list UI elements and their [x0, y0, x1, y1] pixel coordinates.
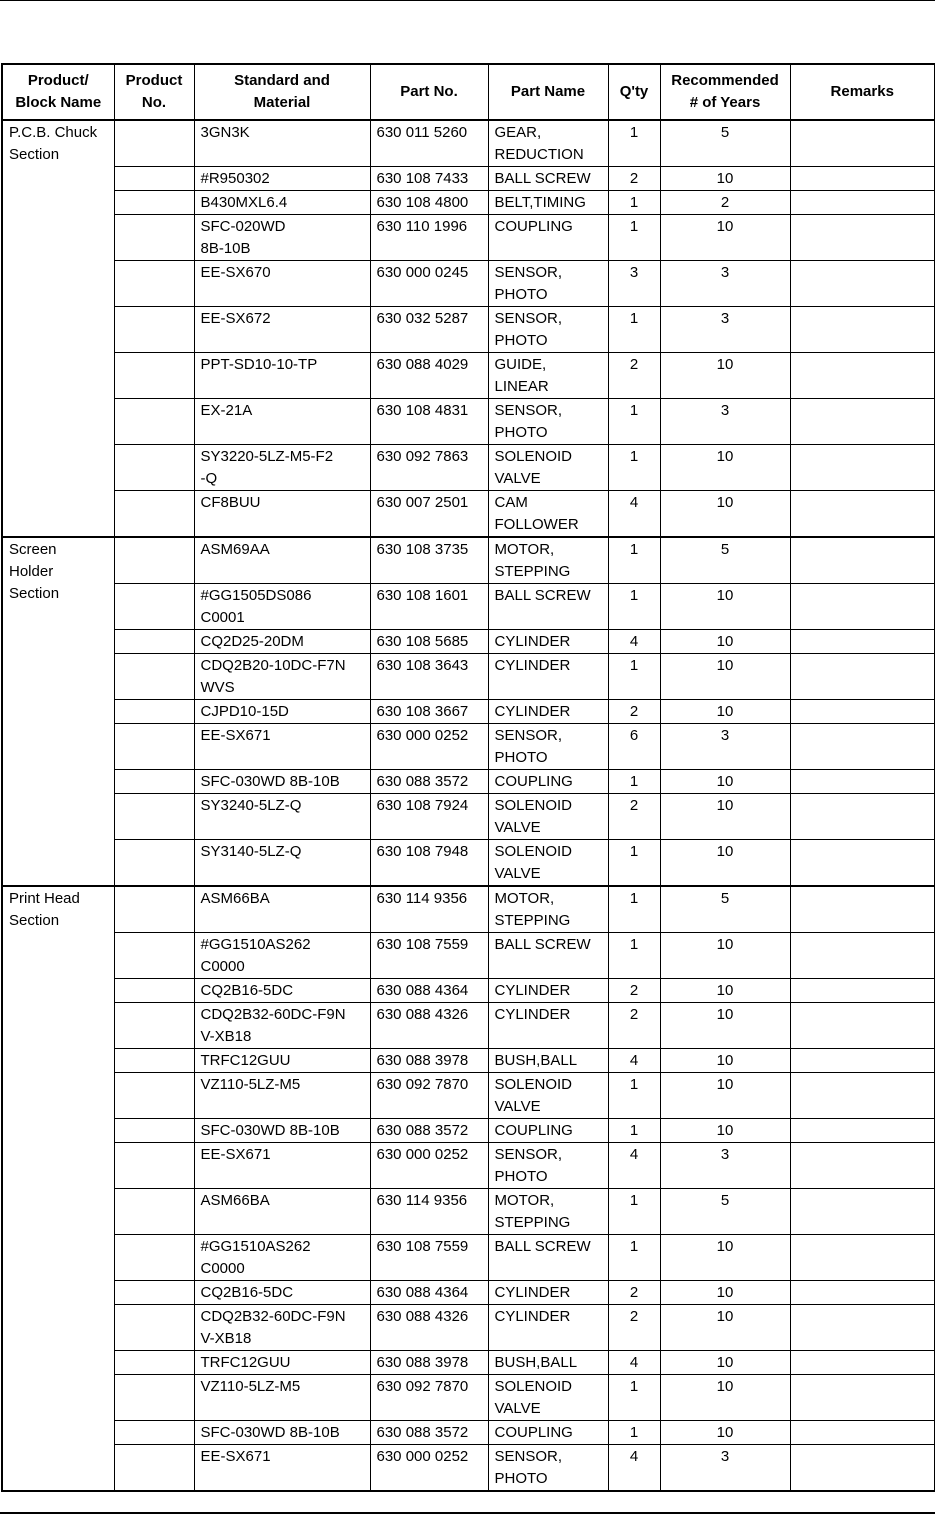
- part-no: 630 108 3667: [370, 700, 488, 724]
- part-no: 630 088 3572: [370, 770, 488, 794]
- table-row: [2, 353, 935, 399]
- material: SFC-030WD 8B-10B: [194, 1421, 370, 1445]
- qty: 2: [608, 1003, 660, 1049]
- product-no: [114, 1119, 194, 1143]
- product-no: [114, 537, 194, 584]
- product-no: [114, 1305, 194, 1351]
- part-no: 630 092 7870: [370, 1375, 488, 1421]
- table-row: [2, 167, 935, 191]
- qty: 4: [608, 1049, 660, 1073]
- table-body: [2, 120, 935, 1491]
- part-no: 630 088 4326: [370, 1305, 488, 1351]
- block-name: P.C.B. Chuck Section: [2, 120, 114, 537]
- qty: 2: [608, 794, 660, 840]
- material: SFC-030WD 8B-10B: [194, 1119, 370, 1143]
- remarks: [790, 1235, 935, 1281]
- material: EX-21A: [194, 399, 370, 445]
- part-name: SOLENOID VALVE: [488, 794, 608, 840]
- part-name: MOTOR, STEPPING: [488, 537, 608, 584]
- table-row: [2, 399, 935, 445]
- material: CQ2B16-5DC: [194, 1281, 370, 1305]
- table-row: [2, 724, 935, 770]
- material: #GG1510AS262 C0000: [194, 933, 370, 979]
- qty: 4: [608, 1351, 660, 1375]
- part-name: MOTOR, STEPPING: [488, 1189, 608, 1235]
- remarks: [790, 1281, 935, 1305]
- table-row: [2, 933, 935, 979]
- table-row: [2, 1189, 935, 1235]
- table-row: [2, 1445, 935, 1492]
- table-row: [2, 261, 935, 307]
- remarks: [790, 1073, 935, 1119]
- part-no: 630 032 5287: [370, 307, 488, 353]
- recommended-years: 10: [660, 215, 790, 261]
- header-remarks: Remarks: [790, 64, 935, 120]
- part-name: CYLINDER: [488, 630, 608, 654]
- recommended-years: 10: [660, 979, 790, 1003]
- recommended-years: 3: [660, 724, 790, 770]
- table-row: [2, 1143, 935, 1189]
- product-no: [114, 654, 194, 700]
- recommended-years: 5: [660, 1189, 790, 1235]
- material: #GG1510AS262 C0000: [194, 1235, 370, 1281]
- remarks: [790, 191, 935, 215]
- remarks: [790, 933, 935, 979]
- remarks: [790, 491, 935, 538]
- table-row: [2, 770, 935, 794]
- recommended-years: 5: [660, 537, 790, 584]
- recommended-years: 10: [660, 840, 790, 887]
- product-no: [114, 1143, 194, 1189]
- part-no: 630 088 3572: [370, 1119, 488, 1143]
- part-name: CYLINDER: [488, 1305, 608, 1351]
- product-no: [114, 353, 194, 399]
- qty: 1: [608, 933, 660, 979]
- recommended-years: 10: [660, 1073, 790, 1119]
- remarks: [790, 1375, 935, 1421]
- qty: 4: [608, 1143, 660, 1189]
- table-row: [2, 979, 935, 1003]
- product-no: [114, 1445, 194, 1492]
- part-name: COUPLING: [488, 770, 608, 794]
- remarks: [790, 261, 935, 307]
- qty: 2: [608, 700, 660, 724]
- part-name: BUSH,BALL: [488, 1351, 608, 1375]
- material: ASM69AA: [194, 537, 370, 584]
- remarks: [790, 353, 935, 399]
- part-name: BALL SCREW: [488, 584, 608, 630]
- recommended-years: 3: [660, 261, 790, 307]
- material: SY3140-5LZ-Q: [194, 840, 370, 887]
- part-no: 630 088 4029: [370, 353, 488, 399]
- remarks: [790, 584, 935, 630]
- table-row: [2, 1375, 935, 1421]
- qty: 1: [608, 1421, 660, 1445]
- table-row: [2, 630, 935, 654]
- recommended-years: 2: [660, 191, 790, 215]
- table-row: [2, 1235, 935, 1281]
- remarks: [790, 1305, 935, 1351]
- remarks: [790, 307, 935, 353]
- part-no: 630 011 5260: [370, 120, 488, 167]
- recommended-years: 10: [660, 1003, 790, 1049]
- part-name: COUPLING: [488, 215, 608, 261]
- material: EE-SX670: [194, 261, 370, 307]
- qty: 6: [608, 724, 660, 770]
- header-row: [2, 64, 935, 120]
- part-name: GEAR, REDUCTION: [488, 120, 608, 167]
- recommended-years: 10: [660, 584, 790, 630]
- part-no: 630 108 4800: [370, 191, 488, 215]
- parts-table: [1, 63, 935, 1492]
- recommended-years: 10: [660, 1235, 790, 1281]
- product-no: [114, 399, 194, 445]
- product-no: [114, 933, 194, 979]
- header-block-name: Product/ Block Name: [2, 64, 114, 120]
- product-no: [114, 700, 194, 724]
- part-name: CYLINDER: [488, 979, 608, 1003]
- material: EE-SX671: [194, 1143, 370, 1189]
- part-no: 630 092 7863: [370, 445, 488, 491]
- qty: 1: [608, 1073, 660, 1119]
- part-name: SENSOR, PHOTO: [488, 307, 608, 353]
- material: #R950302: [194, 167, 370, 191]
- table-row: [2, 1049, 935, 1073]
- recommended-years: 10: [660, 1375, 790, 1421]
- part-name: CYLINDER: [488, 1003, 608, 1049]
- product-no: [114, 1049, 194, 1073]
- qty: 1: [608, 1235, 660, 1281]
- part-no: 630 108 3643: [370, 654, 488, 700]
- recommended-years: 10: [660, 794, 790, 840]
- table-row: [2, 1421, 935, 1445]
- table-row: [2, 491, 935, 538]
- qty: 1: [608, 770, 660, 794]
- part-no: 630 108 7433: [370, 167, 488, 191]
- remarks: [790, 630, 935, 654]
- header-qty: Q'ty: [608, 64, 660, 120]
- header-years: Recommended # of Years: [660, 64, 790, 120]
- material: CDQ2B32-60DC-F9N V-XB18: [194, 1003, 370, 1049]
- part-name: SENSOR, PHOTO: [488, 261, 608, 307]
- product-no: [114, 840, 194, 887]
- table-row: [2, 1003, 935, 1049]
- part-name: BALL SCREW: [488, 167, 608, 191]
- recommended-years: 10: [660, 933, 790, 979]
- qty: 1: [608, 120, 660, 167]
- material: SY3240-5LZ-Q: [194, 794, 370, 840]
- material: CDQ2B32-60DC-F9N V-XB18: [194, 1305, 370, 1351]
- part-name: GUIDE, LINEAR: [488, 353, 608, 399]
- remarks: [790, 770, 935, 794]
- qty: 1: [608, 191, 660, 215]
- part-name: SOLENOID VALVE: [488, 445, 608, 491]
- recommended-years: 10: [660, 1305, 790, 1351]
- part-name: BELT,TIMING: [488, 191, 608, 215]
- part-no: 630 088 4364: [370, 1281, 488, 1305]
- recommended-years: 10: [660, 491, 790, 538]
- part-name: BUSH,BALL: [488, 1049, 608, 1073]
- table-row: [2, 1119, 935, 1143]
- recommended-years: 3: [660, 399, 790, 445]
- product-no: [114, 770, 194, 794]
- remarks: [790, 1119, 935, 1143]
- recommended-years: 5: [660, 120, 790, 167]
- material: CQ2B16-5DC: [194, 979, 370, 1003]
- block-name: Print Head Section: [2, 886, 114, 1491]
- product-no: [114, 1073, 194, 1119]
- recommended-years: 10: [660, 1119, 790, 1143]
- recommended-years: 10: [660, 1421, 790, 1445]
- part-no: 630 092 7870: [370, 1073, 488, 1119]
- recommended-years: 5: [660, 886, 790, 933]
- product-no: [114, 584, 194, 630]
- part-no: 630 088 4326: [370, 1003, 488, 1049]
- remarks: [790, 886, 935, 933]
- qty: 1: [608, 307, 660, 353]
- remarks: [790, 1143, 935, 1189]
- part-no: 630 108 7924: [370, 794, 488, 840]
- part-name: SOLENOID VALVE: [488, 840, 608, 887]
- table-row: [2, 1073, 935, 1119]
- table-row: [2, 307, 935, 353]
- part-name: BALL SCREW: [488, 1235, 608, 1281]
- remarks: [790, 840, 935, 887]
- material: EE-SX672: [194, 307, 370, 353]
- product-no: [114, 191, 194, 215]
- material: SY3220-5LZ-M5-F2 -Q: [194, 445, 370, 491]
- material: CJPD10-15D: [194, 700, 370, 724]
- recommended-years: 10: [660, 1351, 790, 1375]
- part-name: SENSOR, PHOTO: [488, 399, 608, 445]
- qty: 4: [608, 630, 660, 654]
- remarks: [790, 794, 935, 840]
- part-name: BALL SCREW: [488, 933, 608, 979]
- part-no: 630 108 3735: [370, 537, 488, 584]
- product-no: [114, 1003, 194, 1049]
- material: 3GN3K: [194, 120, 370, 167]
- qty: 2: [608, 979, 660, 1003]
- part-name: CYLINDER: [488, 654, 608, 700]
- part-no: 630 088 3978: [370, 1049, 488, 1073]
- product-no: [114, 120, 194, 167]
- product-no: [114, 1421, 194, 1445]
- header-product-no: Product No.: [114, 64, 194, 120]
- product-no: [114, 491, 194, 538]
- recommended-years: 10: [660, 654, 790, 700]
- table-row: [2, 886, 935, 933]
- part-no: 630 108 5685: [370, 630, 488, 654]
- recommended-years: 10: [660, 770, 790, 794]
- material: TRFC12GUU: [194, 1351, 370, 1375]
- part-no: 630 000 0252: [370, 1143, 488, 1189]
- part-no: 630 088 3978: [370, 1351, 488, 1375]
- table-row: [2, 537, 935, 584]
- table-row: [2, 1351, 935, 1375]
- qty: 1: [608, 654, 660, 700]
- part-no: 630 108 1601: [370, 584, 488, 630]
- material: #GG1505DS086 C0001: [194, 584, 370, 630]
- block-name: Screen Holder Section: [2, 537, 114, 886]
- part-name: COUPLING: [488, 1421, 608, 1445]
- table-row: [2, 794, 935, 840]
- remarks: [790, 654, 935, 700]
- part-name: CYLINDER: [488, 1281, 608, 1305]
- material: CDQ2B20-10DC-F7N WVS: [194, 654, 370, 700]
- material: TRFC12GUU: [194, 1049, 370, 1073]
- qty: 1: [608, 840, 660, 887]
- remarks: [790, 1421, 935, 1445]
- product-no: [114, 794, 194, 840]
- table-row: [2, 1305, 935, 1351]
- part-name: CAM FOLLOWER: [488, 491, 608, 538]
- part-no: 630 000 0245: [370, 261, 488, 307]
- product-no: [114, 215, 194, 261]
- remarks: [790, 1189, 935, 1235]
- qty: 1: [608, 1375, 660, 1421]
- table-row: [2, 215, 935, 261]
- remarks: [790, 1003, 935, 1049]
- material: CQ2D25-20DM: [194, 630, 370, 654]
- product-no: [114, 1189, 194, 1235]
- qty: 1: [608, 1119, 660, 1143]
- part-no: 630 114 9356: [370, 886, 488, 933]
- remarks: [790, 979, 935, 1003]
- material: PPT-SD10-10-TP: [194, 353, 370, 399]
- remarks: [790, 215, 935, 261]
- recommended-years: 3: [660, 1445, 790, 1492]
- recommended-years: 10: [660, 700, 790, 724]
- qty: 4: [608, 491, 660, 538]
- part-name: SOLENOID VALVE: [488, 1375, 608, 1421]
- product-no: [114, 1281, 194, 1305]
- product-no: [114, 167, 194, 191]
- table-row: [2, 1281, 935, 1305]
- product-no: [114, 630, 194, 654]
- part-name: SOLENOID VALVE: [488, 1073, 608, 1119]
- recommended-years: 10: [660, 445, 790, 491]
- qty: 1: [608, 445, 660, 491]
- table-row: [2, 445, 935, 491]
- recommended-years: 3: [660, 1143, 790, 1189]
- table-row: [2, 700, 935, 724]
- header-part-name: Part Name: [488, 64, 608, 120]
- material: CF8BUU: [194, 491, 370, 538]
- product-no: [114, 1375, 194, 1421]
- remarks: [790, 724, 935, 770]
- table-row: [2, 840, 935, 887]
- qty: 2: [608, 1281, 660, 1305]
- product-no: [114, 261, 194, 307]
- remarks: [790, 120, 935, 167]
- part-no: 630 000 0252: [370, 1445, 488, 1492]
- material: SFC-030WD 8B-10B: [194, 770, 370, 794]
- material: EE-SX671: [194, 1445, 370, 1492]
- bottom-rule: [0, 1512, 935, 1514]
- remarks: [790, 1351, 935, 1375]
- header-material: Standard and Material: [194, 64, 370, 120]
- qty: 2: [608, 353, 660, 399]
- part-name: MOTOR, STEPPING: [488, 886, 608, 933]
- product-no: [114, 886, 194, 933]
- remarks: [790, 167, 935, 191]
- table-row: [2, 584, 935, 630]
- material: SFC-020WD 8B-10B: [194, 215, 370, 261]
- remarks: [790, 1445, 935, 1492]
- recommended-years: 3: [660, 307, 790, 353]
- remarks: [790, 700, 935, 724]
- qty: 4: [608, 1445, 660, 1492]
- part-no: 630 114 9356: [370, 1189, 488, 1235]
- material: ASM66BA: [194, 886, 370, 933]
- remarks: [790, 1049, 935, 1073]
- part-no: 630 108 7559: [370, 933, 488, 979]
- recommended-years: 10: [660, 353, 790, 399]
- recommended-years: 10: [660, 1281, 790, 1305]
- part-no: 630 007 2501: [370, 491, 488, 538]
- header-part-no: Part No.: [370, 64, 488, 120]
- product-no: [114, 445, 194, 491]
- qty: 1: [608, 886, 660, 933]
- material: ASM66BA: [194, 1189, 370, 1235]
- material: VZ110-5LZ-M5: [194, 1375, 370, 1421]
- product-no: [114, 1235, 194, 1281]
- qty: 1: [608, 215, 660, 261]
- qty: 2: [608, 1305, 660, 1351]
- material: B430MXL6.4: [194, 191, 370, 215]
- qty: 3: [608, 261, 660, 307]
- table-row: [2, 191, 935, 215]
- qty: 2: [608, 167, 660, 191]
- table-row: [2, 654, 935, 700]
- part-name: SENSOR, PHOTO: [488, 1445, 608, 1492]
- part-no: 630 108 7948: [370, 840, 488, 887]
- qty: 1: [608, 537, 660, 584]
- product-no: [114, 307, 194, 353]
- table-row: [2, 120, 935, 167]
- top-rule: [0, 0, 935, 1]
- recommended-years: 10: [660, 167, 790, 191]
- remarks: [790, 445, 935, 491]
- part-name: COUPLING: [488, 1119, 608, 1143]
- recommended-years: 10: [660, 630, 790, 654]
- material: VZ110-5LZ-M5: [194, 1073, 370, 1119]
- recommended-years: 10: [660, 1049, 790, 1073]
- part-name: CYLINDER: [488, 700, 608, 724]
- qty: 1: [608, 399, 660, 445]
- part-no: 630 088 4364: [370, 979, 488, 1003]
- qty: 1: [608, 1189, 660, 1235]
- part-no: 630 108 7559: [370, 1235, 488, 1281]
- part-no: 630 000 0252: [370, 724, 488, 770]
- part-no: 630 110 1996: [370, 215, 488, 261]
- product-no: [114, 724, 194, 770]
- qty: 1: [608, 584, 660, 630]
- part-no: 630 088 3572: [370, 1421, 488, 1445]
- part-no: 630 108 4831: [370, 399, 488, 445]
- product-no: [114, 979, 194, 1003]
- part-name: SENSOR, PHOTO: [488, 1143, 608, 1189]
- remarks: [790, 399, 935, 445]
- part-name: SENSOR, PHOTO: [488, 724, 608, 770]
- material: EE-SX671: [194, 724, 370, 770]
- product-no: [114, 1351, 194, 1375]
- remarks: [790, 537, 935, 584]
